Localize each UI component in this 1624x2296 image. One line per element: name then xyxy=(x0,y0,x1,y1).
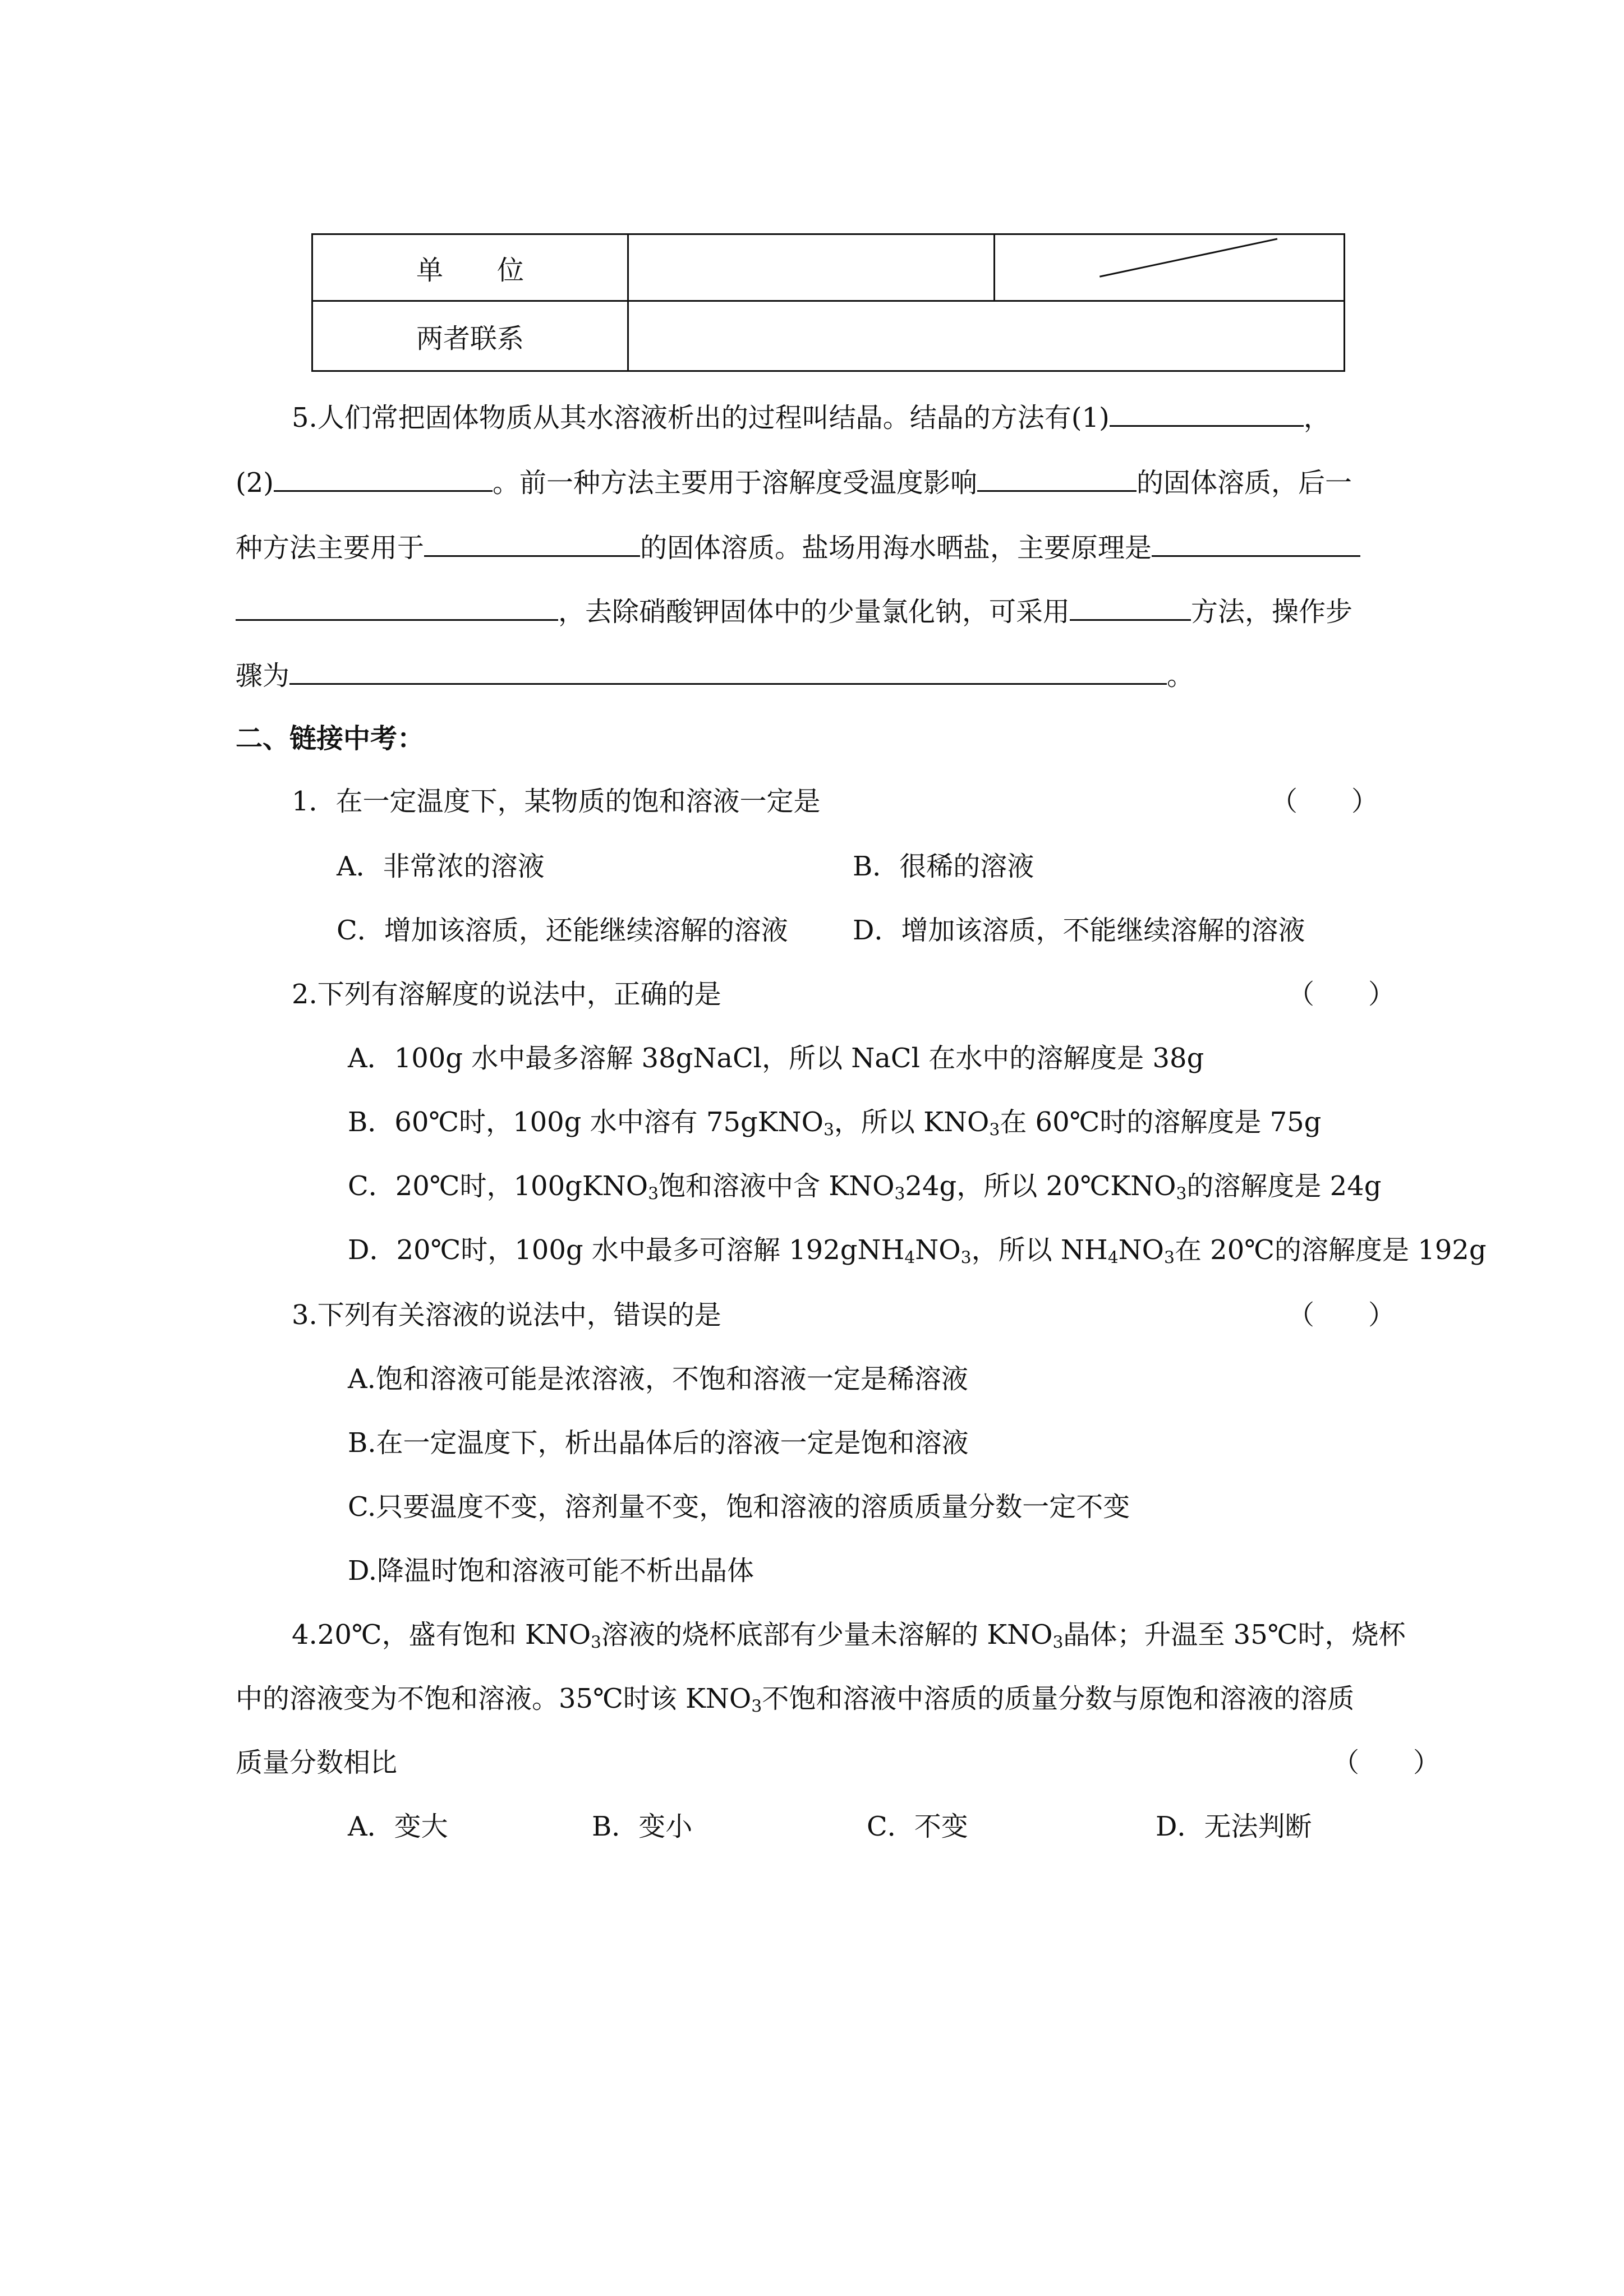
option-text: C．20℃时，100gKNO xyxy=(348,1170,648,1202)
q5-blank-3[interactable] xyxy=(977,466,1137,492)
q4-text: 中的溶液变为不饱和溶液。35℃时该 KNO xyxy=(236,1683,752,1714)
option-text: ，所以 NH xyxy=(971,1234,1108,1266)
q1-option-c[interactable]: C．增加该溶质，还能继续溶解的溶液 xyxy=(337,915,788,946)
subscript: 4 xyxy=(1107,1248,1119,1268)
q5-blank-6[interactable] xyxy=(236,595,558,621)
q5-blank-1[interactable] xyxy=(1110,401,1304,427)
q4-text: 不饱和溶液中溶质的质量分数与原饱和溶液的溶质 xyxy=(762,1683,1355,1714)
q4-option-c[interactable]: C．不变 xyxy=(867,1811,968,1842)
q5-line-2 xyxy=(236,461,1352,500)
option-text: D．20℃时，100g 水中最多可溶解 192gNH xyxy=(348,1234,905,1266)
table-cell-unit-label: 单 位 xyxy=(312,234,628,301)
q3-option-a[interactable]: A.饱和溶液可能是浓溶液，不饱和溶液一定是稀溶液 xyxy=(348,1363,968,1395)
q4-line-1 xyxy=(292,1613,1405,1652)
subscript: 4 xyxy=(904,1248,915,1268)
option-text: 在 60℃时的溶解度是 75g xyxy=(1000,1106,1322,1138)
q5-line-1 xyxy=(292,396,1331,435)
q5-text: 骤为 xyxy=(236,660,290,691)
subscript: 3 xyxy=(1163,1248,1175,1268)
q2-option-b[interactable] xyxy=(348,1100,1321,1139)
q4-option-d[interactable]: D．无法判断 xyxy=(1156,1811,1312,1842)
q3-option-b[interactable]: B.在一定温度下，析出晶体后的溶液一定是饱和溶液 xyxy=(348,1427,969,1459)
q1-option-d[interactable]: D．增加该溶质，不能继续溶解的溶液 xyxy=(853,915,1305,946)
subscript: 3 xyxy=(648,1184,659,1204)
q5-line-3 xyxy=(236,526,1360,565)
q1-answer-paren[interactable]: （ ） xyxy=(1271,786,1379,817)
subscript: 3 xyxy=(751,1696,762,1717)
option-text: B．60℃时，100g 水中溶有 75gKNO xyxy=(348,1106,823,1138)
option-text: NO xyxy=(1118,1234,1164,1266)
q5-text: 。前一种方法主要用于溶解度受温度影响 xyxy=(493,467,978,499)
option-text: 在 20℃的溶解度是 192g xyxy=(1174,1234,1487,1266)
q5-text: ， xyxy=(1303,402,1331,434)
q5-line-5 xyxy=(236,654,1194,693)
subscript: 3 xyxy=(823,1120,834,1140)
q4-line-3: 质量分数相比 xyxy=(236,1747,398,1778)
q3-option-c[interactable]: C.只要温度不变，溶剂量不变，饱和溶液的溶质质量分数一定不变 xyxy=(348,1491,1130,1523)
q1-stem: 1．在一定温度下，某物质的饱和溶液一定是 xyxy=(292,786,821,817)
table-cell-relation-blank[interactable] xyxy=(628,301,1345,371)
table-cell-diagonal xyxy=(995,234,1345,301)
q5-blank-8[interactable] xyxy=(289,659,1167,685)
option-text: ，所以 KNO xyxy=(834,1106,990,1138)
diagonal-line-icon xyxy=(995,235,1344,300)
subscript: 3 xyxy=(1052,1633,1064,1653)
section-title: 二、链接中考： xyxy=(236,723,425,754)
q4-text: 晶体；升温至 35℃时，烧杯 xyxy=(1063,1619,1406,1650)
q4-text: 溶液的烧杯底部有少量未溶解的 KNO xyxy=(601,1619,1053,1650)
option-text: 24g，所以 20℃KNO xyxy=(905,1170,1176,1202)
q5-blank-4[interactable] xyxy=(424,531,640,557)
subscript: 3 xyxy=(960,1248,972,1268)
q2-answer-paren[interactable]: （ ） xyxy=(1287,979,1396,1010)
q4-line-2 xyxy=(236,1677,1354,1716)
q4-option-b[interactable]: B．变小 xyxy=(592,1811,693,1842)
q5-text: 。 xyxy=(1167,660,1194,691)
q1-option-a[interactable]: A．非常浓的溶液 xyxy=(337,851,545,882)
q4-option-a[interactable]: A．变大 xyxy=(348,1811,448,1842)
q5-text: 的固体溶质，后一 xyxy=(1137,467,1352,499)
subscript: 3 xyxy=(989,1120,1000,1140)
q4-text: 4.20℃，盛有饱和 KNO xyxy=(292,1619,591,1650)
q3-answer-paren[interactable]: （ ） xyxy=(1287,1299,1396,1331)
subscript: 3 xyxy=(591,1633,601,1653)
q5-blank-2[interactable] xyxy=(274,466,493,492)
q5-text: 5.人们常把固体物质从其水溶液析出的过程叫结晶。结晶的方法有(1) xyxy=(292,402,1110,434)
option-text: 饱和溶液中含 KNO xyxy=(659,1170,895,1202)
q1-option-b[interactable]: B．很稀的溶液 xyxy=(853,851,1034,882)
q5-text: ，去除硝酸钾固体中的少量氯化钠，可采用 xyxy=(558,596,1070,628)
option-text: NO xyxy=(915,1234,961,1266)
q4-answer-paren[interactable]: （ ） xyxy=(1332,1747,1441,1778)
q5-text: (2) xyxy=(236,467,274,499)
option-text: 的溶解度是 24g xyxy=(1186,1170,1382,1202)
comparison-table xyxy=(311,233,1345,372)
q3-option-d[interactable]: D.降温时饱和溶液可能不析出晶体 xyxy=(348,1555,755,1587)
q2-option-a[interactable]: A．100g 水中最多溶解 38gNaCl，所以 NaCl 在水中的溶解度是 38g xyxy=(348,1043,1204,1074)
subscript: 3 xyxy=(1176,1184,1187,1204)
q2-option-d[interactable] xyxy=(348,1228,1487,1267)
q5-text: 种方法主要用于 xyxy=(236,532,425,564)
q3-stem: 3.下列有关溶液的说法中，错误的是 xyxy=(292,1299,721,1331)
q5-blank-5[interactable] xyxy=(1152,531,1360,557)
q5-text: 的固体溶质。盐场用海水晒盐，主要原理是 xyxy=(640,532,1152,564)
table-cell-relation-label: 两者联系 xyxy=(312,301,628,371)
q5-text: 方法，操作步 xyxy=(1191,596,1353,628)
subscript: 3 xyxy=(894,1184,905,1204)
q5-line-4 xyxy=(236,590,1352,629)
table-cell-unit-blank[interactable] xyxy=(628,234,995,301)
q2-option-c[interactable] xyxy=(348,1164,1382,1203)
q5-blank-7[interactable] xyxy=(1070,595,1191,621)
q2-stem: 2.下列有溶解度的说法中，正确的是 xyxy=(292,979,721,1010)
